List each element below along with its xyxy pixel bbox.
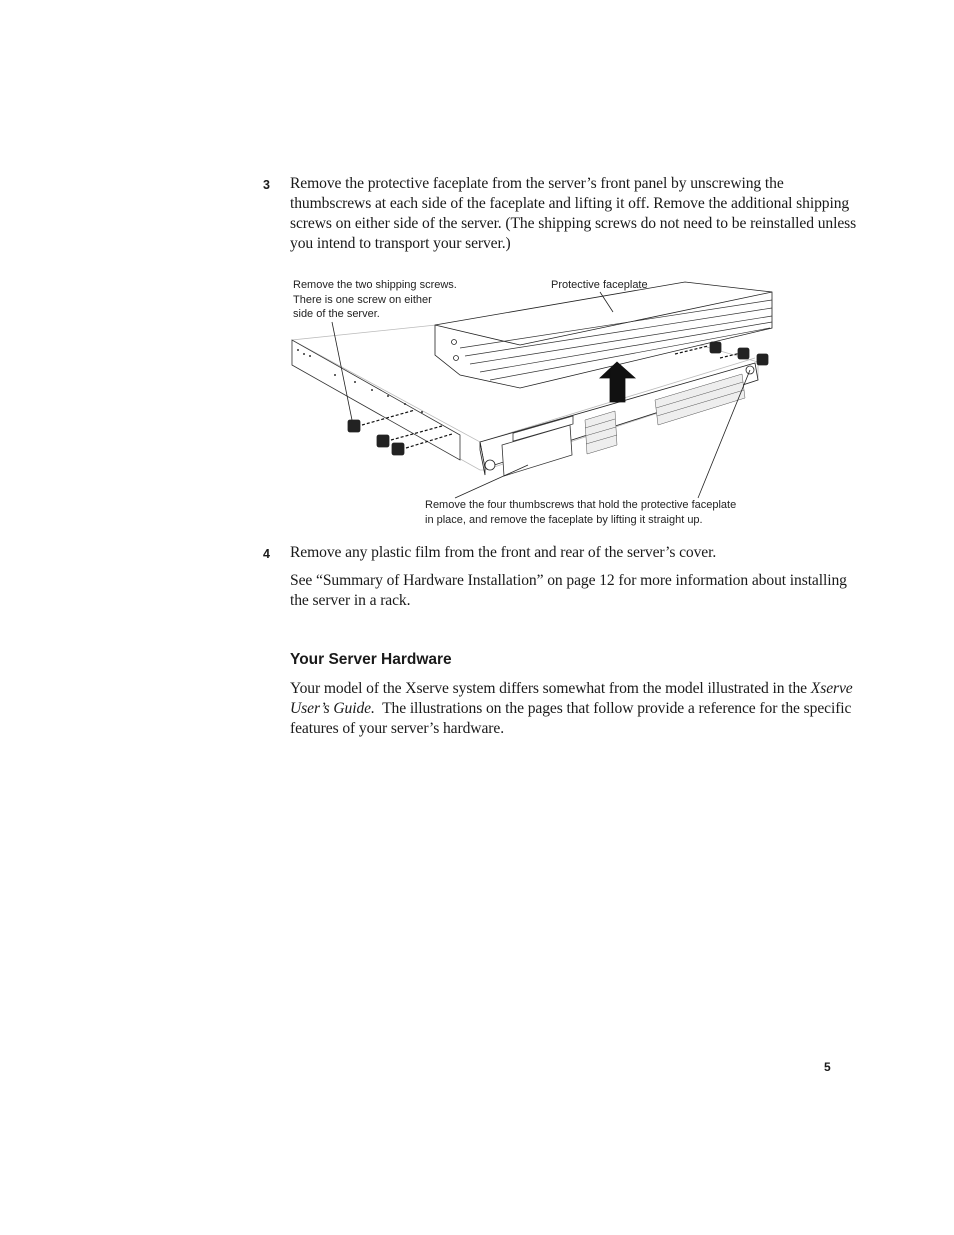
step-4-line: Remove any plastic film from the front and rear of the server’s cover. bbox=[290, 544, 717, 561]
callout-shipping-screws bbox=[293, 278, 457, 322]
callout-line: in place, and remove the faceplate by lifting it straight up. bbox=[425, 513, 703, 526]
section-text: Your model of the Xserve system differs somewhat from the model illustrated in the bbox=[290, 680, 811, 697]
callout-thumbscrews bbox=[425, 498, 736, 527]
guide-title-part: User’s Guide. bbox=[290, 700, 375, 717]
section-body bbox=[290, 679, 853, 739]
callout-line: Remove the two shipping screws. bbox=[293, 279, 457, 291]
step-4-number: 4 bbox=[263, 547, 270, 561]
shipping-screw-icon bbox=[348, 420, 404, 455]
step-3-line: screws on either side of the server. (The shipping screws do not need to be reinstalled unless bbox=[290, 215, 857, 232]
guide-title-part: Xserve bbox=[810, 680, 853, 697]
callout-line: side of the server. bbox=[293, 308, 380, 320]
step-3-text bbox=[290, 174, 857, 254]
step-3-line: thumbscrews at each side of the faceplate and lifting it off. Remove the additional shipping bbox=[290, 195, 850, 212]
step-4-text bbox=[290, 543, 835, 563]
section-line bbox=[290, 699, 852, 719]
section-heading: Your Server Hardware bbox=[290, 651, 452, 668]
callout-line: There is one screw on either bbox=[293, 293, 432, 306]
step-3-number: 3 bbox=[263, 178, 270, 192]
see-also-line: the server in a rack. bbox=[290, 592, 411, 609]
section-text: The illustrations on the pages that follow provide a reference for the specific bbox=[374, 700, 852, 717]
section-line: features of your server’s hardware. bbox=[290, 720, 504, 737]
step-3-line: you intend to transport your server.) bbox=[290, 235, 511, 252]
see-also-text bbox=[290, 571, 847, 611]
see-also-line: See “Summary of Hardware Installation” on page 12 for more information about installing bbox=[290, 572, 847, 589]
callout-line: Remove the four thumbscrews that hold the protective faceplate bbox=[425, 499, 737, 511]
page-number: 5 bbox=[824, 1060, 831, 1074]
callout-protective-faceplate: Protective faceplate bbox=[551, 279, 648, 291]
step-3-line: Remove the protective faceplate from the server’s front panel by unscrewing the bbox=[290, 175, 784, 192]
section-line bbox=[290, 679, 853, 699]
